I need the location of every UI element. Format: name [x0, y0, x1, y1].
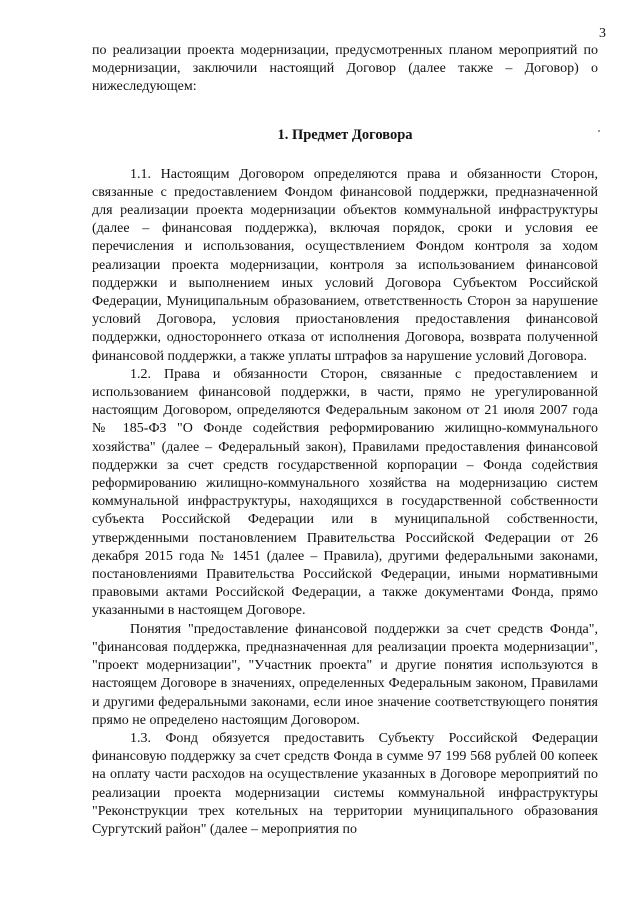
intro-paragraph: по реализации проекта модернизации, предусмотренных планом мероприятий по модернизации, заключили настоящий Договор (далее также – Договор) о нижеследующем: [92, 43, 598, 95]
paragraph-1-1: 1.1. Настоящим Договором определяются права и обязанности Сторон, связанные с предоставлением Фондом финансовой поддержки, предназначенной для реализации проекта модернизации объектов коммунальной инфраструктуры (далее – финансовая поддержка), включая порядок, сроки и условия ее перечисления и использования, осуществлением Фондом контроля за ходом реализации проекта модернизации, контроля за использованием финансовой поддержки и выполнением иных условий Договора Субъектом Российской Федерации, Муниципальным образованием, ответственность Сторон за нарушение условий Договора, условия приостановления предоставления финансовой поддержки, одностороннего отказа от исполнения Договора, возврата полученной финансовой поддержки, а также уплаты штрафов за нарушение условий Договора. [92, 166, 598, 364]
scan-artifact-dot [598, 130, 600, 132]
paragraph-1-3: 1.3. Фонд обязуется предоставить Субъекту Российской Федерации финансовую поддержку за счет средств Фонда в сумме 97 199 568 рублей 00 копеек на оплату части расходов на осуществление указанных в Договоре мероприятий по реализации проекта модернизации системы коммунальной инфраструктуры "Реконструкции трех котельных на территории муниципального образования Сургутский район" (далее – мероприятия по [92, 730, 598, 837]
document-body [92, 42, 598, 839]
section-heading: 1. Предмет Договора [277, 126, 413, 143]
page-number: 3 [599, 26, 606, 41]
paragraph-1-2: 1.2. Права и обязанности Сторон, связанные с предоставлением и использованием финансовой поддержки, в части, прямо не урегулированной настоящим Договором, определяются Федеральным законом от 21 июля 2007 года № 185-ФЗ "О Фонде содействия реформированию жилищно-коммунального хозяйства" (далее – Федеральный закон), Правилами предоставления финансовой поддержки за счет средств государственной корпорации – Фонда содействия реформированию жилищно-коммунального хозяйства на модернизацию систем коммунальной инфраструктуры, находящихся в государственной собственности субъекта Российской Федерации или в муниципальной собственности, утвержденными постановлением Правительства Российской Федерации от 26 декабря 2015 года № 1451 (далее – Правила), другими федеральными законами, постановлениями Правительства Российской Федерации, иными нормативными правовыми актами Российской Федерации, а также документами Фонда, прямо указанными в настоящем Договоре. [92, 366, 598, 619]
paragraph-definitions: Понятия "предоставление финансовой поддержки за счет средств Фонда", "финансовая поддержка, предназначенная для реализации проекта модернизации", "проект модернизации", "Участник проекта" и другие понятия используются в настоящем Договоре в значениях, определенных Федеральным законом, Правилами и другими федеральными законами, если иное значение соответствующего понятия прямо не определено настоящим Договором. [92, 621, 598, 728]
